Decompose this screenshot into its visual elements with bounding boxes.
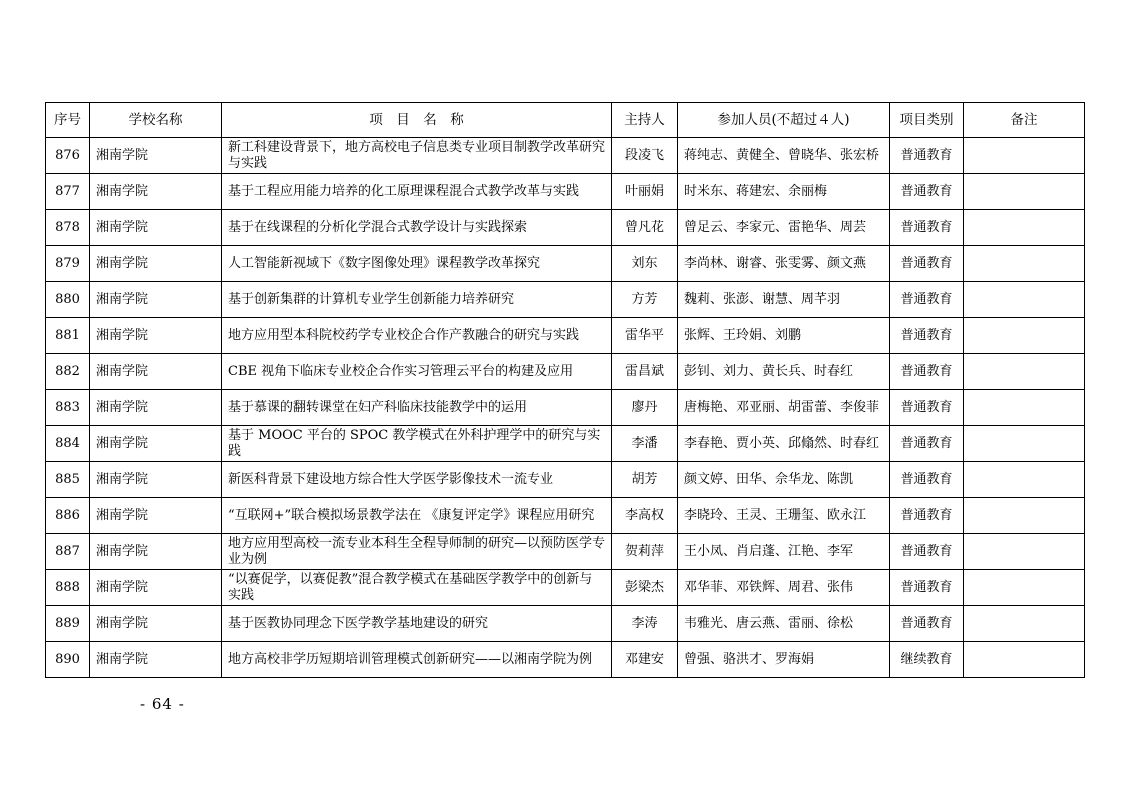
cell-school: 湘南学院 [90,246,222,282]
cell-project: 基于工程应用能力培养的化工原理课程混合式教学改革与实践 [222,174,612,210]
cell-school: 湘南学院 [90,138,222,174]
header-row [46,103,1085,138]
cell-school: 湘南学院 [90,390,222,426]
cell-remark [964,246,1085,282]
cell-members: 颜文婷、田华、佘华龙、陈凯 [678,462,890,498]
cell-remark [964,210,1085,246]
header-school: 学校名称 [90,103,222,138]
cell-seq: 890 [46,642,90,678]
cell-remark [964,426,1085,462]
cell-remark [964,390,1085,426]
cell-school: 湘南学院 [90,462,222,498]
cell-project: “以赛促学，以赛促教”混合教学模式在基础医学教学中的创新与实践 [222,570,612,606]
cell-project: 基于医教协同理念下医学教学基地建设的研究 [222,606,612,642]
cell-project: 地方应用型高校一流专业本科生全程导师制的研究—以预防医学专业为例 [222,534,612,570]
cell-members: 彭钊、刘力、黄长兵、时春红 [678,354,890,390]
cell-host: 李潘 [612,426,678,462]
cell-school: 湘南学院 [90,642,222,678]
table-row [46,174,1085,210]
cell-members: 王小凤、肖启蓬、江艳、李军 [678,534,890,570]
cell-project: CBE 视角下临床专业校企合作实习管理云平台的构建及应用 [222,354,612,390]
cell-members: 韦雅光、唐云燕、雷丽、徐松 [678,606,890,642]
cell-host: 雷昌斌 [612,354,678,390]
table-row [46,246,1085,282]
cell-school: 湘南学院 [90,318,222,354]
cell-seq: 883 [46,390,90,426]
cell-members: 张辉、王玲娟、刘鹏 [678,318,890,354]
cell-host: 廖丹 [612,390,678,426]
table-row [46,498,1085,534]
cell-category: 普通教育 [890,210,964,246]
header-members: 参加人员(不超过４人) [678,103,890,138]
cell-school: 湘南学院 [90,282,222,318]
cell-project: 人工智能新视域下《数字图像处理》课程教学改革探究 [222,246,612,282]
table-row [46,210,1085,246]
cell-seq: 878 [46,210,90,246]
cell-host: 李涛 [612,606,678,642]
table-row [46,462,1085,498]
header-seq: 序号 [46,103,90,138]
cell-school: 湘南学院 [90,354,222,390]
cell-seq: 880 [46,282,90,318]
cell-category: 普通教育 [890,138,964,174]
cell-host: 雷华平 [612,318,678,354]
cell-category: 普通教育 [890,246,964,282]
cell-remark [964,606,1085,642]
cell-project: 新医科背景下建设地方综合性大学医学影像技术一流专业 [222,462,612,498]
header-project: 项 目 名 称 [222,103,612,138]
cell-school: 湘南学院 [90,606,222,642]
table-row [46,318,1085,354]
cell-host: 李高权 [612,498,678,534]
cell-project: 基于 MOOC 平台的 SPOC 教学模式在外科护理学中的研究与实践 [222,426,612,462]
cell-remark [964,318,1085,354]
table-row [46,282,1085,318]
cell-members: 唐梅艳、邓亚丽、胡雷蕾、李俊菲 [678,390,890,426]
cell-school: 湘南学院 [90,570,222,606]
cell-category: 普通教育 [890,606,964,642]
cell-project: 地方高校非学历短期培训管理模式创新研究——以湘南学院为例 [222,642,612,678]
cell-category: 普通教育 [890,354,964,390]
cell-members: 李尚林、谢睿、张雯雾、颜文燕 [678,246,890,282]
cell-category: 普通教育 [890,390,964,426]
cell-seq: 881 [46,318,90,354]
cell-seq: 876 [46,138,90,174]
cell-seq: 879 [46,246,90,282]
cell-seq: 887 [46,534,90,570]
cell-project: “互联网+”联合模拟场景教学法在 《康复评定学》课程应用研究 [222,498,612,534]
cell-project: 基于慕课的翻转课堂在妇产科临床技能教学中的运用 [222,390,612,426]
cell-host: 方芳 [612,282,678,318]
cell-school: 湘南学院 [90,174,222,210]
cell-remark [964,642,1085,678]
cell-host: 曾凡花 [612,210,678,246]
cell-members: 曾足云、李家元、雷艳华、周芸 [678,210,890,246]
cell-category: 普通教育 [890,282,964,318]
cell-remark [964,462,1085,498]
table-row [46,354,1085,390]
cell-seq: 889 [46,606,90,642]
cell-remark [964,498,1085,534]
cell-remark [964,138,1085,174]
page-number: - 64 - [140,695,185,713]
cell-seq: 884 [46,426,90,462]
header-remark: 备注 [964,103,1085,138]
cell-seq: 877 [46,174,90,210]
cell-school: 湘南学院 [90,534,222,570]
table-row [46,426,1085,462]
cell-members: 曾强、骆洪才、罗海娟 [678,642,890,678]
header-host: 主持人 [612,103,678,138]
project-table [45,102,1085,678]
cell-project: 地方应用型本科院校药学专业校企合作产教融合的研究与实践 [222,318,612,354]
cell-category: 普通教育 [890,498,964,534]
cell-school: 湘南学院 [90,498,222,534]
cell-seq: 885 [46,462,90,498]
table-row [46,390,1085,426]
cell-category: 普通教育 [890,534,964,570]
cell-members: 邓华菲、邓铁辉、周君、张伟 [678,570,890,606]
cell-remark [964,174,1085,210]
table-row [46,534,1085,570]
cell-members: 李春艳、贾小英、邱翛然、时春红 [678,426,890,462]
cell-seq: 886 [46,498,90,534]
cell-seq: 888 [46,570,90,606]
table-row [46,642,1085,678]
cell-seq: 882 [46,354,90,390]
cell-host: 贺莉萍 [612,534,678,570]
cell-host: 段凌飞 [612,138,678,174]
cell-members: 时米东、蒋建宏、余丽梅 [678,174,890,210]
cell-category: 普通教育 [890,318,964,354]
cell-remark [964,534,1085,570]
cell-category: 继续教育 [890,642,964,678]
table-body [46,138,1085,678]
cell-host: 彭梁杰 [612,570,678,606]
cell-host: 叶丽娟 [612,174,678,210]
cell-members: 李晓玲、王灵、王珊玺、欧永江 [678,498,890,534]
header-category: 项目类别 [890,103,964,138]
cell-host: 胡芳 [612,462,678,498]
cell-school: 湘南学院 [90,210,222,246]
cell-remark [964,354,1085,390]
cell-members: 蒋纯志、黄健全、曾晓华、张宏桥 [678,138,890,174]
cell-category: 普通教育 [890,426,964,462]
table-row [46,570,1085,606]
cell-members: 魏莉、张澎、谢慧、周芊羽 [678,282,890,318]
cell-category: 普通教育 [890,570,964,606]
cell-project: 基于在线课程的分析化学混合式教学设计与实践探索 [222,210,612,246]
cell-remark [964,282,1085,318]
cell-school: 湘南学院 [90,426,222,462]
cell-category: 普通教育 [890,174,964,210]
cell-host: 邓建安 [612,642,678,678]
cell-host: 刘东 [612,246,678,282]
table-row [46,138,1085,174]
cell-category: 普通教育 [890,462,964,498]
table-row [46,606,1085,642]
cell-project: 新工科建设背景下，地方高校电子信息类专业项目制教学改革研究与实践 [222,138,612,174]
cell-remark [964,570,1085,606]
cell-project: 基于创新集群的计算机专业学生创新能力培养研究 [222,282,612,318]
